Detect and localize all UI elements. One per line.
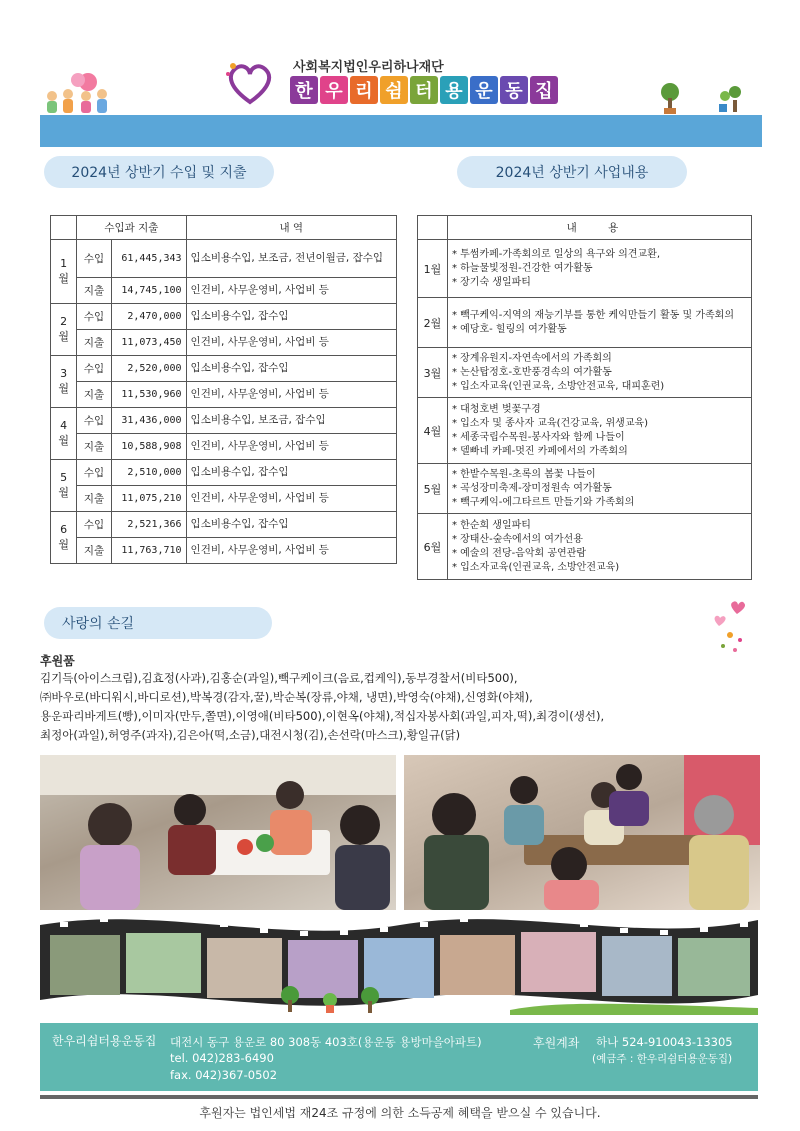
title-char: 집	[530, 76, 558, 104]
header	[0, 0, 800, 150]
expense-description: 인건비, 사무운영비, 사업비 등	[186, 278, 396, 304]
footer-divider	[40, 1095, 758, 1099]
business-item: * 한순희 생일파티	[452, 519, 747, 533]
business-item: * 장태산-숲속에서의 여가선용	[452, 533, 747, 547]
income-description: 입소비용수입, 잡수입	[186, 512, 396, 538]
finance-header-blank	[51, 216, 77, 240]
expense-amount: 14,745,100	[111, 278, 186, 304]
finance-month: 4월	[51, 408, 77, 460]
finance-expense-row	[51, 382, 397, 408]
business-item: * 빽구케익-지역의 재능기부를 통한 케익만들기 활동 및 가족회의	[452, 309, 747, 323]
business-month: 4월	[418, 398, 448, 464]
expense-amount: 11,075,210	[111, 486, 186, 512]
business-items	[447, 240, 751, 298]
title-char: 리	[350, 76, 378, 104]
finance-month: 5월	[51, 460, 77, 512]
finance-expense-row	[51, 278, 397, 304]
footer	[40, 1023, 758, 1091]
income-description: 입소비용수입, 보조금, 잡수입	[186, 408, 396, 434]
business-items	[447, 398, 751, 464]
finance-income-row	[51, 240, 397, 278]
footer-address: 대전시 동구 용운로 80 308동 403호(용운동 용방마을아파트)	[170, 1035, 482, 1049]
business-row	[418, 398, 752, 464]
business-item: * 세종국립수목원-봉사자와 함께 나들이	[452, 431, 747, 445]
donor-line: 최정아(과일),허영주(과자),김은아(떡,소금),대전시청(김),손선락(마스크),황일규(닭)	[40, 728, 461, 742]
title-char: 한	[290, 76, 318, 104]
income-amount: 2,470,000	[111, 304, 186, 330]
finance-header-desc: 내 역	[186, 216, 396, 240]
footer-account-label: 후원계좌	[533, 1036, 580, 1050]
finance-month: 1월	[51, 240, 77, 304]
income-amount: 61,445,343	[111, 240, 186, 278]
footer-account-holder: (예금주 : 한우리쉼터용운동집)	[592, 1053, 733, 1065]
donor-label: 후원품	[40, 654, 75, 668]
footer-tel: tel. 042)283-6490	[170, 1051, 274, 1065]
business-section-title: 2024년 상반기 사업내용	[457, 156, 687, 188]
donor-line: ㈜바우로(바디워시,바디로션),박복경(감자,꿀),박순복(장류,야채, 냉면),박영숙(야채),신영화(야채),	[40, 690, 533, 704]
photo-cafe-meeting	[404, 755, 760, 910]
business-row	[418, 348, 752, 398]
income-description: 입소비용수입, 잡수입	[186, 356, 396, 382]
finance-expense-row	[51, 486, 397, 512]
business-item: * 장계유원지-자연속에서의 가족회의	[452, 352, 747, 366]
film-frames	[50, 932, 750, 998]
income-amount: 2,521,366	[111, 512, 186, 538]
business-item: * 예술의 전당-음악회 공연관람	[452, 547, 747, 561]
title-char: 우	[320, 76, 348, 104]
org-name: 사회복지법인우리하나재단	[293, 60, 444, 75]
photo-kitchen-meeting-illustration	[40, 755, 396, 910]
expense-amount: 10,588,908	[111, 434, 186, 460]
business-row	[418, 514, 752, 580]
business-month: 3월	[418, 348, 448, 398]
trees-icon	[655, 80, 750, 115]
expense-description: 인건비, 사무운영비, 사업비 등	[186, 434, 396, 460]
business-items	[447, 348, 751, 398]
footer-account: 하나 524-910043-13305	[596, 1035, 733, 1049]
business-item: * 입소자교육(인권교육, 소방안전교육)	[452, 561, 747, 575]
expense-amount: 11,073,450	[111, 330, 186, 356]
donor-line: 용운파리바게트(빵),이미자(만두,쫄면),이영애(비타500),이현옥(야채),적십자봉사회(과일,피자,떡),최경이(생선),	[40, 709, 605, 723]
business-row	[418, 298, 752, 348]
org-title	[290, 76, 558, 104]
title-char: 용	[440, 76, 468, 104]
expense-description: 인건비, 사무운영비, 사업비 등	[186, 538, 396, 564]
footer-org-name: 한우리쉼터용운동집	[52, 1034, 157, 1048]
business-items	[447, 514, 751, 580]
business-table	[417, 215, 752, 580]
income-label: 수입	[77, 460, 111, 486]
tax-notice: 후원자는 법인세법 재24조 규정에 의한 소득공제 혜택을 받으실 수 있습니다.	[199, 1106, 601, 1120]
business-item: * 입소자 및 종사자 교육(건강교육, 위생교육)	[452, 417, 747, 431]
income-label: 수입	[77, 512, 111, 538]
title-char: 쉼	[380, 76, 408, 104]
finance-expense-row	[51, 538, 397, 564]
income-amount: 2,520,000	[111, 356, 186, 382]
business-row	[418, 464, 752, 514]
expense-description: 인건비, 사무운영비, 사업비 등	[186, 330, 396, 356]
business-item: * 한밭수목원-초록의 봄꽃 나들이	[452, 468, 747, 482]
business-item: * 하늘물빛정원-건강한 여가활동	[452, 262, 747, 276]
photo-kitchen-meeting	[40, 755, 396, 910]
finance-income-row	[51, 460, 397, 486]
income-description: 입소비용수입, 잡수입	[186, 304, 396, 330]
title-char: 운	[470, 76, 498, 104]
income-label: 수입	[77, 408, 111, 434]
income-label: 수입	[77, 356, 111, 382]
finance-month: 3월	[51, 356, 77, 408]
expense-amount: 11,763,710	[111, 538, 186, 564]
finance-income-row	[51, 304, 397, 330]
header-bar	[40, 115, 762, 147]
expense-label: 지출	[77, 486, 111, 512]
logo-heart-icon	[225, 60, 275, 106]
finance-header-kind: 수입과 지출	[77, 216, 186, 240]
expense-label: 지출	[77, 434, 111, 460]
business-item: * 빽구케익-에그타르트 만들기와 가족회의	[452, 496, 747, 510]
business-item: * 델빠네 카페-멋진 카페에서의 가족회의	[452, 445, 747, 459]
expense-description: 인건비, 사무운영비, 사업비 등	[186, 382, 396, 408]
business-month: 5월	[418, 464, 448, 514]
business-header-content: 내 용	[447, 216, 751, 240]
finance-expense-row	[51, 434, 397, 460]
title-char: 동	[500, 76, 528, 104]
finance-month: 6월	[51, 512, 77, 564]
business-item: * 대청호변 벚꽃구경	[452, 403, 747, 417]
business-item: * 입소자교육(인권교육, 소방안전교육, 대피훈련)	[452, 380, 747, 394]
children-illustration-icon	[40, 70, 120, 115]
income-amount: 31,436,000	[111, 408, 186, 434]
expense-amount: 11,530,960	[111, 382, 186, 408]
photo-cafe-meeting-illustration	[404, 755, 760, 910]
love-section-title: 사랑의 손길	[44, 607, 272, 639]
finance-table	[50, 215, 397, 564]
income-amount: 2,510,000	[111, 460, 186, 486]
business-item: * 투썸카페-가족회의로 일상의 욕구와 의견교환,	[452, 248, 747, 262]
business-month: 1월	[418, 240, 448, 298]
expense-label: 지출	[77, 330, 111, 356]
business-header-blank	[418, 216, 448, 240]
business-item: * 예당호- 힐링의 여가활동	[452, 323, 747, 337]
income-label: 수입	[77, 304, 111, 330]
income-description: 입소비용수입, 잡수입	[186, 460, 396, 486]
donor-list	[40, 669, 765, 745]
finance-expense-row	[51, 330, 397, 356]
expense-description: 인건비, 사무운영비, 사업비 등	[186, 486, 396, 512]
finance-income-row	[51, 512, 397, 538]
expense-label: 지출	[77, 382, 111, 408]
finance-month: 2월	[51, 304, 77, 356]
hearts-decoration-icon	[705, 600, 755, 655]
expense-label: 지출	[77, 278, 111, 304]
income-label: 수입	[77, 240, 111, 278]
finance-income-row	[51, 356, 397, 382]
footer-fax: fax. 042)367-0502	[170, 1068, 278, 1082]
income-description: 입소비용수입, 보조금, 전년이월금, 잡수입	[186, 240, 396, 278]
business-month: 2월	[418, 298, 448, 348]
business-item: * 논산탑정호-호반풍경속의 여가활동	[452, 366, 747, 380]
business-item: * 장기숙 생일파티	[452, 276, 747, 290]
finance-income-row	[51, 408, 397, 434]
expense-label: 지출	[77, 538, 111, 564]
business-month: 6월	[418, 514, 448, 580]
business-item: * 곡성장미축제-장미정원속 여가활동	[452, 482, 747, 496]
finance-section-title: 2024년 상반기 수입 및 지출	[44, 156, 274, 188]
business-items	[447, 464, 751, 514]
business-items	[447, 298, 751, 348]
film-strip-photos	[40, 900, 758, 1015]
business-row	[418, 240, 752, 298]
donor-line: 김기득(아이스크림),김효정(사과),김홍순(과일),빽구케이크(음료,컵케익),동부경찰서(비타500),	[40, 671, 518, 685]
title-char: 터	[410, 76, 438, 104]
